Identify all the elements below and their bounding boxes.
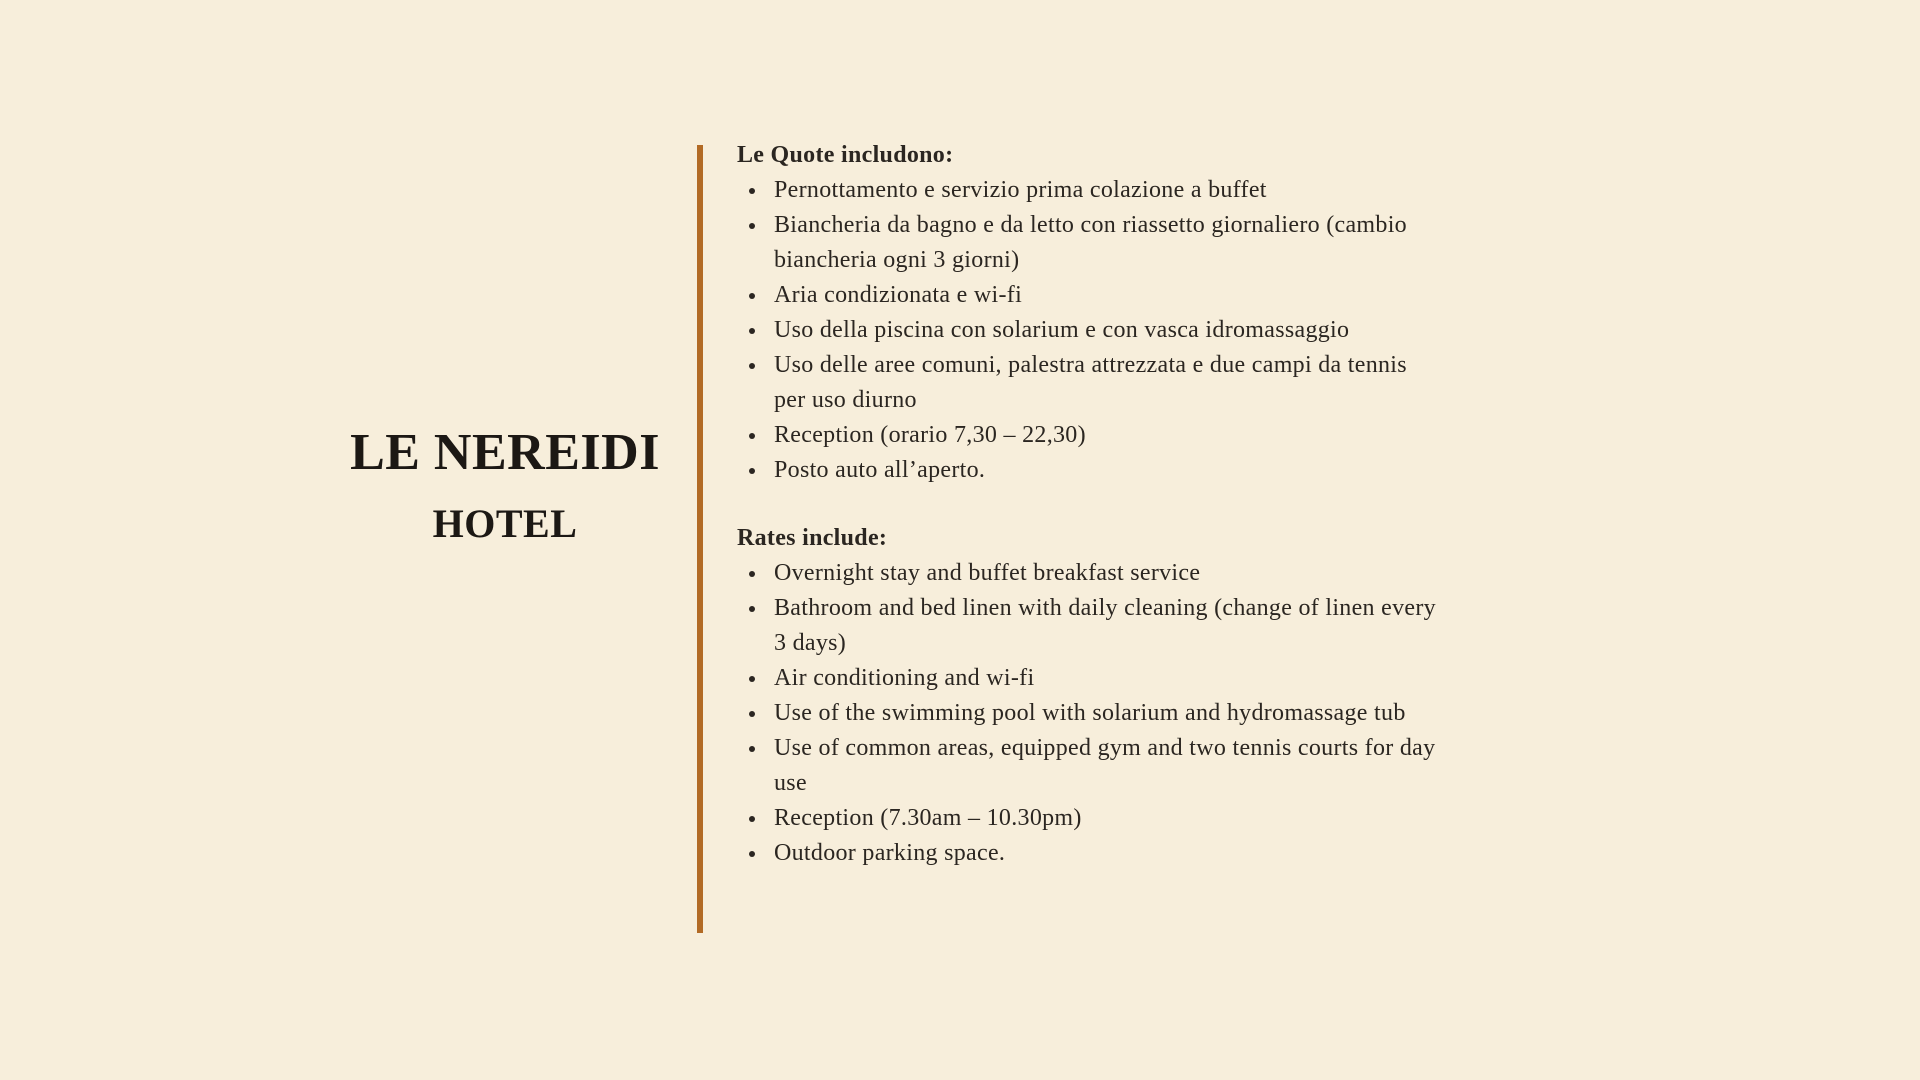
list-item: Pernottamento e servizio prima colazione a buffet [737,173,1437,208]
hotel-brand [340,420,670,550]
list-item: Bathroom and bed linen with daily cleaning (change of linen every 3 days) [737,591,1437,661]
list-item: Use of common areas, equipped gym and two tennis courts for day use [737,731,1437,801]
section-heading-italian: Le Quote includono: [737,142,954,168]
list-item: Posto auto all’aperto. [737,453,1437,488]
list-item: Overnight stay and buffet breakfast service [737,556,1437,591]
section-heading-english: Rates include: [737,525,888,551]
rates-content [737,138,1437,871]
list-english [737,556,1437,871]
list-item: Outdoor parking space. [737,836,1437,871]
hotel-label: HOTEL [432,501,578,546]
list-item: Reception (orario 7,30 – 22,30) [737,418,1437,453]
vertical-divider [697,145,703,933]
hotel-name: LE NEREIDI [350,424,660,481]
list-item: Air conditioning and wi-fi [737,661,1437,696]
list-item: Uso della piscina con solarium e con vasca idromassaggio [737,313,1437,348]
list-item: Uso delle aree comuni, palestra attrezzata e due campi da tennis per uso diurno [737,348,1437,418]
list-italian [737,173,1437,488]
list-item: Reception (7.30am – 10.30pm) [737,801,1437,836]
list-item: Biancheria da bagno e da letto con riassetto giornaliero (cambio biancheria ogni 3 giorni) [737,208,1437,278]
section-english [737,521,1437,871]
list-item: Use of the swimming pool with solarium and hydromassage tub [737,696,1437,731]
section-italian [737,138,1437,488]
list-item: Aria condizionata e wi-fi [737,278,1437,313]
